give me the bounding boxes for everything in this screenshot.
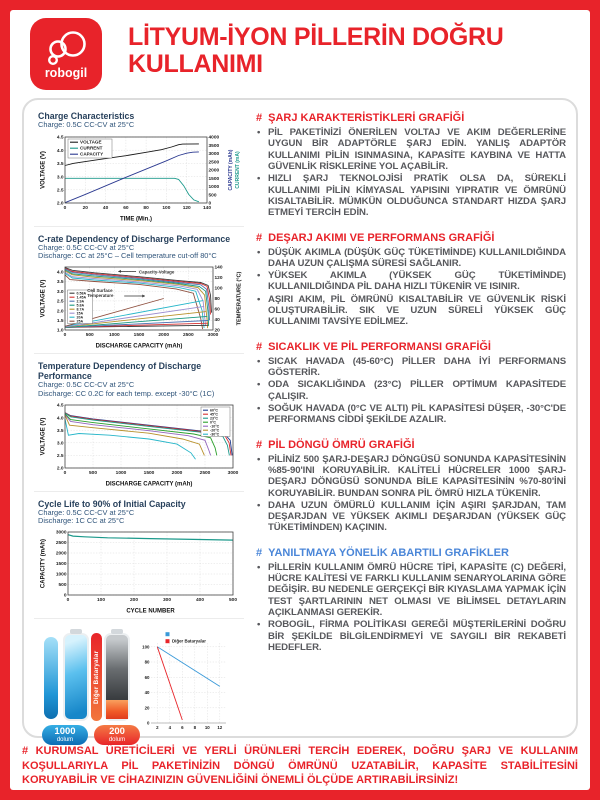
svg-text:400: 400 [195,598,205,604]
svg-text:0: 0 [63,470,67,476]
low-battery-graphic [104,633,130,721]
svg-text:120: 120 [214,276,223,282]
svg-text:140: 140 [202,205,212,211]
chart-subtitle: Charge: 0.5C CC-CV at 25°C [38,242,135,252]
chart-canvas [38,401,243,487]
bullet-icon: • [257,619,261,631]
svg-text:2.5: 2.5 [56,299,64,305]
svg-text:2.9A: 2.9A [76,299,85,304]
section-heading [256,341,566,353]
bullet-item [256,247,566,270]
svg-text:20A: 20A [76,315,84,320]
svg-text:0.58A: 0.58A [76,291,87,296]
chart-title: Temperature Dependency of Discharge Performance [38,361,202,382]
hash-prefix: # [256,112,263,124]
svg-text:1000: 1000 [55,572,67,578]
info-section [256,547,566,654]
chart-subtitle: Charge: 0.5C CC-CV at 25°C [38,507,135,517]
section-heading-text: SICAKLIK VE PİL PERFORMANSI GRAFİĞİ [268,340,491,353]
svg-text:VOLTAGE: VOLTAGE [80,139,102,145]
bullet-text: SOĞUK HAVADA (0°C VE ALTI) PİL KAPASİTESİ DÜŞER, -30°C'DE PERFORMANS CİDDİ ŞEKİLDE AZALIR. [268,402,566,426]
svg-text:0: 0 [208,201,212,207]
bullet-icon: • [257,270,261,282]
svg-text:2500: 2500 [208,160,220,166]
svg-text:VOLTAGE (V): VOLTAGE (V) [40,417,47,456]
section-bullets [256,562,566,654]
chart-canvas [38,132,243,222]
svg-text:8.7A: 8.7A [76,307,85,312]
svg-text:3.5: 3.5 [56,161,64,167]
bullet-item [256,127,566,172]
svg-text:100: 100 [142,644,150,650]
hash-prefix: # [256,546,263,559]
svg-text:2000: 2000 [208,168,220,174]
svg-text:2.0: 2.0 [56,309,64,315]
chart-canvas [38,528,243,614]
svg-text:3500: 3500 [208,143,220,149]
content-card [22,98,578,743]
bullet-icon: • [257,355,261,367]
bullet-text: YÜKSEK AKIMLA (YÜKSEK GÜÇ TÜKETİMİNDE) KULLANILDIĞINDA PİL DAHA HIZLI TÜKENİR VE ISINIR. [268,270,566,293]
svg-text:CYCLE NUMBER: CYCLE NUMBER [126,608,175,615]
cycle-comparison-mini-chart [138,627,230,735]
svg-text:2000: 2000 [55,551,67,557]
other-batteries-banner: Diğer Bataryalar [91,633,102,721]
poster-inner [10,10,590,790]
svg-text:1.0: 1.0 [56,328,64,334]
svg-text:2.5: 2.5 [56,453,64,459]
cycles-badge-200 [94,725,140,745]
svg-text:4.0: 4.0 [56,270,64,276]
svg-text:20: 20 [214,328,220,334]
text-column [256,108,566,728]
info-section [256,232,566,328]
chart-subtitle: Discharge: CC 0.2C for each temp. except -30°C (1C) [38,388,215,398]
svg-text:100: 100 [214,286,223,292]
svg-text:10: 10 [204,725,210,731]
chart-subtitles [38,244,244,261]
bullet-text: AŞIRI AKIM, PİL ÖMRÜNÜ KISALTABİLİR VE GÜVENLİK RİSKİ OLUŞTURABİLİR. SIK VE UZUN SÜRELİ YÜKSEK GÜÇ KULLANIMI TAVSİYE EDİLMEZ. [268,293,566,328]
svg-text:CAPACITY: CAPACITY [80,151,104,157]
svg-text:0: 0 [147,720,150,726]
svg-text:15A: 15A [76,311,84,316]
svg-text:2: 2 [156,725,159,731]
svg-text:3000: 3000 [207,333,219,339]
badge-value: 1000 [54,726,76,738]
svg-text:-20°C: -20°C [210,428,220,433]
chart-block [34,496,244,619]
svg-text:2.5: 2.5 [56,188,64,194]
svg-text:0: 0 [63,333,67,339]
svg-text:DISCHARGE CAPACITY (mAh): DISCHARGE CAPACITY (mAh) [105,481,193,488]
svg-text:500: 500 [85,333,94,339]
bullet-icon: • [257,402,261,414]
svg-text:Temperature: Temperature [87,293,114,299]
section-bullets [256,454,566,534]
chart-subtitle: Charge: 0.5C CC-CV at 25°C [38,380,135,390]
svg-text:2500: 2500 [199,470,211,476]
svg-text:CAPACITY (mAh): CAPACITY (mAh) [40,539,47,589]
section-heading [256,547,566,559]
svg-text:2.0: 2.0 [56,201,64,207]
svg-text:60: 60 [123,205,129,211]
svg-text:0: 0 [66,598,70,604]
bullet-item [256,379,566,402]
svg-text:4000: 4000 [208,135,220,141]
bullet-text: PİLİNİZ 500 ŞARJ-DEŞARJ DÖNGÜSÜ SONUNDA KAPASİTESİNİN %85-90'INI KORUYABİLİR. KALİTELİ HÜCRELER 1000 ŞARJ-DEŞARJ DÖNGÜSÜ SONUNDA BİLE KAPASİTESİNİN %70-80'İNİ KORUYABİLİR. BUNDAN SONRA PİL ÖMRÜ HIZLA TÜKENİR. [268,453,566,499]
bullet-icon: • [257,246,261,258]
svg-text:2.0: 2.0 [56,466,64,472]
bullet-text: ROBOGİL, FİRMA POLİTİKASI GEREĞİ MÜŞTERİLERİNİ DOĞRU BİR ŞEKİLDE BİLGİLENDİRMEYİ VE SAYGILI BİR REKABETİ HEDEFLER. [268,619,566,653]
svg-text:1500: 1500 [208,176,220,182]
svg-text:CURRENT (mA): CURRENT (mA) [235,151,241,189]
bullet-text: DÜŞÜK AKIMLA (DÜŞÜK GÜÇ TÜKETİMİNDE) KULLANILDIĞINDA DAHA UZUN ÇALIŞMA SÜRESİ SAĞLANIR. [268,246,566,269]
section-bullets [256,247,566,328]
svg-text:3.0: 3.0 [56,175,64,181]
svg-text:60: 60 [144,675,150,681]
svg-text:1.45A: 1.45A [76,295,87,300]
chart-block [34,358,244,491]
svg-text:TEMPERATURE (°C): TEMPERATURE (°C) [236,271,243,326]
footer-note: # KURUMSAL ÜRETİCİLERİ VE YERLİ ÜRÜNLERİ TERCİH EDEREK, DOĞRU ŞARJ VE KULLANIM KOŞULLARIYLA PİL PAKETİNİZİN DÖNGÜ ÖMRÜNÜ UZATABİLİR, KAPASİTE STABİLİTESİNİ KORUYABİLİR VE CİHAZINIZIN GÜVENLİĞİNİ ÖNEMLİ ÖLÇÜDE ARTIRABİLİRSİNİZ! [22,745,578,787]
hash-prefix: # [256,438,263,451]
bullet-item [256,562,566,619]
chart-canvas [38,263,243,349]
badge-value: 200 [109,726,125,738]
svg-text:1500: 1500 [143,470,155,476]
bullet-icon: • [257,127,261,138]
battery-cap [70,629,82,634]
svg-text:500: 500 [58,583,67,589]
bullet-text: PİLLERİN KULLANIM ÖMRÜ HÜCRE TİPİ, KAPASİTE (C) DEĞERİ, HÜCRE KALİTESİ VE FARKLI KULLANIM SENARYOLARINA GÖRE DEĞİŞİR. BU NEDENLE GERÇEKÇİ BİR KIYASLAMA YAPMAK İÇİN TEST ŞARTLARININ NET OLMASI VE BİLİMSEL DETAYLARIN AÇIKLANMASI GEREKİR. [268,561,566,618]
svg-text:200: 200 [129,598,139,604]
svg-text:4.0: 4.0 [56,415,64,421]
section-bullets [256,356,566,426]
svg-text:Cell Surface: Cell Surface [87,288,113,294]
svg-text:Capacity-Voltage: Capacity-Voltage [139,269,175,275]
svg-text:3.5: 3.5 [56,280,64,286]
battery-cap [111,629,123,634]
svg-text:40: 40 [144,690,150,696]
svg-text:1500: 1500 [55,562,67,568]
svg-text:40: 40 [214,318,220,324]
svg-text:25A: 25A [76,319,84,324]
svg-text:100: 100 [162,205,171,211]
svg-text:80: 80 [214,297,220,303]
blue-capacity-bar [44,637,58,719]
svg-text:8: 8 [193,725,197,731]
section-heading-text: DEŞARJ AKIMI VE PERFORMANS GRAFİĞİ [268,231,495,244]
header [10,10,590,90]
logo-circles-icon [43,29,89,69]
hash-prefix: # [256,340,263,353]
hash-prefix: # [256,231,263,244]
chart-subtitle: Discharge: 1C CC at 25°C [38,516,125,526]
svg-text:5.8A: 5.8A [76,303,85,308]
svg-text:VOLTAGE (V): VOLTAGE (V) [40,150,47,189]
svg-text:-10°C: -10°C [210,424,220,429]
svg-text:4.5: 4.5 [56,135,64,141]
logo-text: robogil [44,65,88,80]
svg-text:CAPACITY (mAh): CAPACITY (mAh) [228,149,234,191]
svg-text:VOLTAGE (V): VOLTAGE (V) [40,279,47,318]
bullet-item [256,500,566,534]
bullet-item [256,454,566,499]
low-charge-level [106,700,128,719]
bullet-item [256,294,566,328]
section-heading [256,439,566,451]
bullet-text: SICAK HAVADA (45-60°C) PİLLER DAHA İYİ PERFORMANS GÖSTERİR. [268,355,566,378]
section-heading-text: PİL DÖNGÜ ÖMRÜ GRAFİĞİ [268,438,415,451]
svg-text:300: 300 [162,598,172,604]
svg-text:500: 500 [208,193,217,199]
svg-text:20: 20 [82,205,88,211]
svg-text:2000: 2000 [158,333,170,339]
svg-text:1000: 1000 [115,470,127,476]
svg-text:140: 140 [214,265,223,271]
svg-text:3.0: 3.0 [56,441,64,447]
svg-text:40: 40 [102,205,109,211]
svg-text:45°C: 45°C [210,412,219,417]
chart-title: C-rate Dependency of Discharge Performance [38,233,231,244]
svg-text:4.0: 4.0 [56,148,64,154]
section-heading [256,112,566,124]
chart-title: Cycle Life to 90% of Initial Capacity [38,498,186,509]
svg-text:0: 0 [63,593,67,599]
bullet-icon: • [257,173,261,185]
bullet-item [256,270,566,293]
bullet-icon: • [257,561,261,573]
bullet-item [256,173,566,218]
charts-column [34,108,244,743]
svg-text:6: 6 [181,725,184,731]
chart-subtitles [38,121,244,130]
chart-subtitle: Charge: 0.5C CC-CV at 25°C [38,120,135,129]
svg-text:80: 80 [144,659,150,665]
chart-subtitle: Discharge: CC at 25°C – Cell temperature cut-off 80°C [38,251,217,261]
svg-text:120: 120 [182,205,191,211]
svg-text:TIME (Min.): TIME (Min.) [120,216,152,223]
bullet-icon: • [257,293,261,305]
svg-text:60: 60 [214,307,220,313]
svg-text:1000: 1000 [108,333,120,339]
robogil-logo [30,18,102,90]
bullet-icon: • [257,379,261,391]
svg-text:12: 12 [217,725,223,731]
chart-subtitles [38,509,244,526]
svg-text:1000: 1000 [208,184,220,190]
svg-text:1.5: 1.5 [56,319,64,325]
svg-text:DISCHARGE CAPACITY (mAh): DISCHARGE CAPACITY (mAh) [95,343,183,350]
svg-text:20: 20 [144,705,150,711]
chart-title: Charge Characteristics [38,111,135,121]
info-section [256,341,566,426]
chart-block [34,231,244,354]
svg-text:3.0: 3.0 [56,290,64,296]
badge-unit: dolum [108,736,126,743]
svg-text:0°C: 0°C [210,420,217,425]
svg-text:2500: 2500 [55,541,67,547]
svg-text:23°C: 23°C [210,416,219,421]
section-heading-text: YANILTMAYA YÖNELİK ABARTILI GRAFİKLER [268,546,509,559]
svg-text:1500: 1500 [133,333,145,339]
chart-subtitles [38,381,244,398]
battery-comparison-graphic [34,623,244,747]
bullet-icon: • [257,499,261,511]
bullet-item [256,403,566,426]
svg-text:0: 0 [63,205,67,211]
svg-text:500: 500 [228,598,238,604]
svg-text:3.5: 3.5 [56,428,64,434]
chart-block [34,108,244,227]
badge-unit: dolum [56,736,74,743]
svg-text:3000: 3000 [227,470,239,476]
bullet-text: HIZLI ŞARJ TEKNOLOJİSİ PRATİK OLSA DA, SÜREKLİ KULLANIMI PİLİN KİMYASAL YAPISINI YIPRATIR VE ÖMRÜNÜ KISALTABİLİR. MÜMKÜN OLDUĞUNCA STANDART HIZDA ŞARJ ETMEYİ TERCİH EDİN. [268,173,566,219]
bullet-text: DAHA UZUN ÖMÜRLÜ KULLANIM İÇİN AŞIRI ŞARJDAN, TAM DEŞARJDAN VE YÜKSEK AKIMLI DEŞARJDAN (YÜKSEK GÜÇ TÜKETİMİNDEN) KAÇININ. [268,499,566,534]
svg-text:2500: 2500 [182,333,194,339]
svg-text:60°C: 60°C [210,408,219,413]
section-bullets [256,127,566,219]
bullet-text: PİL PAKETİNİZİ ÖNERİLEN VOLTAJ VE AKIM DEĞERLERİNE UYGUN BİR ADAPTÖRLE ŞARJ EDİN. YANLIŞ ADAPTÖR KULLANIMI PİLİN ISINMASINA, KAPASİTE KAYBINA VE HATTA GÜVENLİK RİSKLERİNE YOL AÇABİLİR. [268,127,566,172]
svg-text:2000: 2000 [171,470,183,476]
svg-text:100: 100 [96,598,106,604]
info-section [256,112,566,219]
info-section [256,439,566,534]
svg-text:CURRENT: CURRENT [80,145,103,151]
page-title: LİTYUM-İYON PİLLERİN DOĞRU KULLANIMI [128,23,504,78]
svg-text:3000: 3000 [55,530,67,536]
section-heading-text: ŞARJ KARAKTERİSTİKLERİ GRAFİĞİ [268,112,465,124]
bullet-item [256,356,566,379]
svg-text:80: 80 [143,205,149,211]
svg-text:500: 500 [88,470,98,476]
section-heading [256,232,566,244]
svg-text:4.5: 4.5 [56,403,64,409]
bullet-icon: • [257,453,261,465]
bullet-item [256,619,566,653]
svg-text:4: 4 [168,725,172,731]
svg-text:Diğer Bataryalar: Diğer Bataryalar [172,638,206,644]
bullet-text: ODA SICAKLIĞINDA (23°C) PİLLER OPTİMUM KAPASİTEDE ÇALIŞIR. [268,379,566,402]
svg-text:-30°C: -30°C [210,432,220,437]
svg-text:3000: 3000 [208,151,220,157]
cycles-badge-1000 [42,725,88,745]
full-battery-graphic [63,633,89,721]
